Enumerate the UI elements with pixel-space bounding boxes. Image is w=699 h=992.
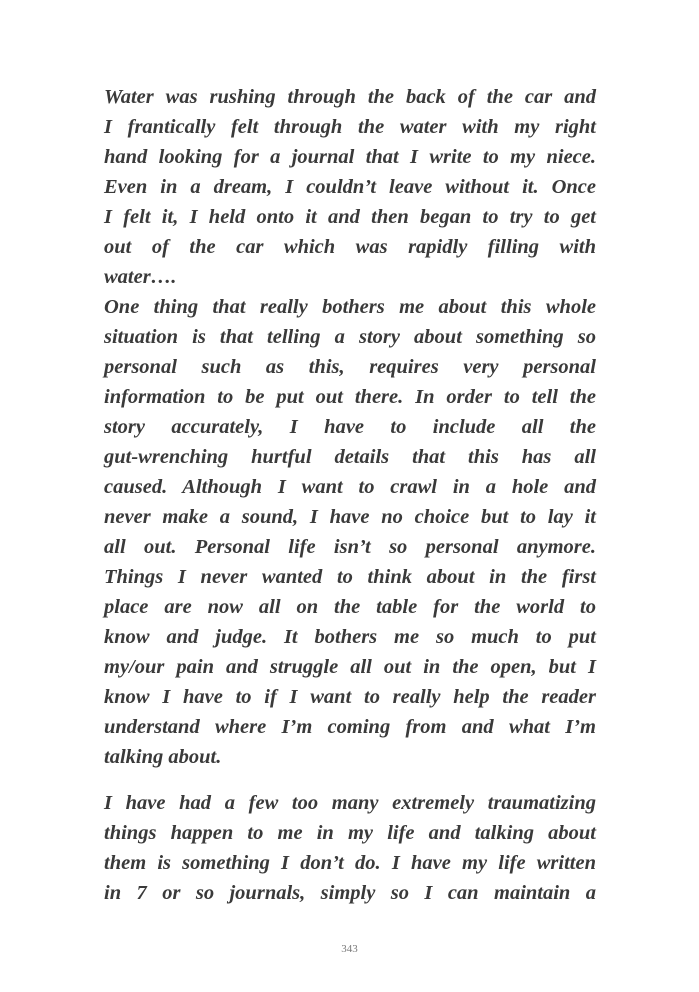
text-line: personal such as this, requires very personal bbox=[104, 356, 596, 378]
text-line: water…. bbox=[104, 266, 177, 288]
text-line: them is something I don’t do. I have my life written bbox=[104, 852, 596, 874]
text-line: I frantically felt through the water with my right bbox=[104, 116, 596, 138]
text-line: place are now all on the table for the world to bbox=[104, 596, 596, 618]
text-line: my/our pain and struggle all out in the open, but I bbox=[104, 656, 596, 678]
body-text-section-2 bbox=[104, 788, 596, 908]
page-number: 343 bbox=[341, 943, 358, 955]
text-line: hand looking for a journal that I write to my niece. bbox=[104, 146, 596, 168]
text-line: information to be put out there. In order to tell the bbox=[104, 386, 596, 408]
body-text-section-1 bbox=[104, 82, 596, 772]
text-line: Even in a dream, I couldn’t leave without it. Once bbox=[104, 176, 596, 198]
text-line: out of the car which was rapidly filling with bbox=[104, 236, 596, 258]
text-line: I felt it, I held onto it and then began to try to get bbox=[104, 206, 596, 228]
text-line: know I have to if I want to really help the reader bbox=[104, 686, 596, 708]
text-line: never make a sound, I have no choice but to lay it bbox=[104, 506, 596, 528]
text-line: I have had a few too many extremely traumatizing bbox=[104, 792, 596, 814]
text-line: all out. Personal life isn’t so personal anymore. bbox=[104, 536, 596, 558]
text-line: story accurately, I have to include all the bbox=[104, 416, 596, 438]
text-line: situation is that telling a story about something so bbox=[104, 326, 596, 348]
text-line: Things I never wanted to think about in the first bbox=[104, 566, 596, 588]
text-line: in 7 or so journals, simply so I can maintain a bbox=[104, 882, 596, 904]
text-line: caused. Although I want to crawl in a hole and bbox=[104, 476, 596, 498]
text-line: One thing that really bothers me about this whole bbox=[104, 296, 596, 318]
text-line: Water was rushing through the back of the car and bbox=[104, 86, 596, 108]
text-line: gut-wrenching hurtful details that this has all bbox=[104, 446, 596, 468]
text-line: understand where I’m coming from and what I’m bbox=[104, 716, 596, 738]
text-line: talking about. bbox=[104, 746, 222, 768]
text-line: things happen to me in my life and talking about bbox=[104, 822, 596, 844]
text-line: know and judge. It bothers me so much to put bbox=[104, 626, 596, 648]
